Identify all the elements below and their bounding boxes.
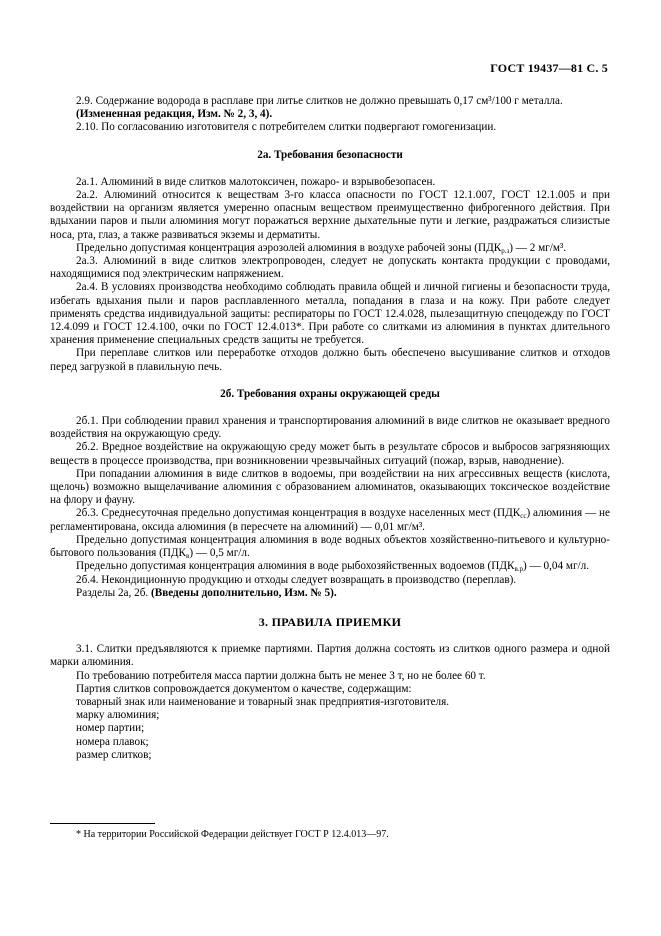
- section-2a-title: 2а. Требования безопасности: [257, 148, 403, 161]
- paragraph-2a-pdk: Предельно допустимая концентрация аэрозолей алюминия в воздухе рабочей зоны $(ПДК_{р.з})$ — 2 мг/м³.: [76, 241, 567, 255]
- paragraph-3-1: 3.1. Слитки предъявляются к приемке партиями. Партия должна состоять из слитков одного размера и одной марки алюминия.: [50, 643, 610, 669]
- paragraph-2-10: 2.10. По согласованию изготовителя с потребителем слитки подвергают гомогенизации.: [76, 121, 497, 134]
- paragraph-2b-4: 2б.4. Некондиционную продукцию и отходы следует возвращать в производство (переплав).: [76, 573, 517, 586]
- section-3-title: 3. ПРАВИЛА ПРИЕМКИ: [258, 614, 402, 629]
- footnote: * На территории Российской Федерации действует ГОСТ Р 12.4.013—97.: [76, 829, 389, 840]
- paragraph-2a-remelt: При переплаве слитков или переработке отходов должно быть обеспечено высушивание слитков и отходов перед загрузкой в плавильную печь.: [50, 347, 610, 373]
- footnote-divider: [50, 823, 155, 824]
- page-header: ГОСТ 19437—81 С. 5: [490, 61, 608, 75]
- list-item: размер слитков;: [76, 748, 152, 761]
- paragraph-2b-water: При попадании алюминия в виде слитков в водоемы, при воздействии на них агрессивных веществ (кислота, щелочь) возможно выщелачивание алюминия с образованием алюминатов, оказывающих токсическое воздействие на флору и фауну.: [50, 467, 610, 507]
- paragraph-3-mass: По требованию потребителя масса партии должна быть не менее 3 т, но не более 60 т.: [76, 669, 486, 682]
- quality-document-list: [50, 696, 610, 762]
- paragraph-3-document: Партия слитков сопровождается документом о качестве, содержащим:: [76, 682, 412, 695]
- paragraph-2b-2: 2б.2. Вредное воздействие на окружающую среду может быть в результате сбросов и выбросов загрязняющих веществ в процессе производства, при возникновении чрезвычайных ситуаций (пожар, взрыв, наводнение).: [50, 441, 610, 467]
- paragraph-2b-fishery: Предельно допустимая концентрация алюминия в воде рыбохозяйственных водоемов $(ПДК_{в.р})$ — 0,04 мг/л.: [76, 560, 590, 574]
- paragraph-2a-1: 2а.1. Алюминий в виде слитков малотоксичен, пожаро- и взрывобезопасен.: [76, 175, 436, 188]
- paragraph-2b-drinking-water: Предельно допустимая концентрация алюминия в воде водных объектов хозяйственно-питьевого и культурно-бытового пользования $(ПДК_в)$ — 0,5 мг/л.: [50, 533, 610, 561]
- section-2b-title: 2б. Требования охраны окружающей среды: [220, 387, 440, 400]
- document-body: [50, 95, 610, 762]
- amendment-note: (Измененная редакция, Изм. № 2, 3, 4).: [76, 108, 273, 121]
- sections-note: Разделы 2а, 2б. (Введены дополнительно, Изм. № 5).: [76, 586, 337, 599]
- paragraph-2a-4: 2а.4. В условиях производства необходимо соблюдать правила общей и личной гигиены и безопасности труда, избегать вдыхания пыли и паров расплавленного металла, попадания в глаза и на кожу. При работе следует применять средства индивидуальной защиты: респираторы по ГОСТ 12.4.028, пылезащитную спецодежду по ГОСТ 12.4.099 и ГОСТ 12.4.100, очки по ГОСТ 12.4.013*. При работе со слитками из алюминия в пунктах длительного хранения применение специальных средств защиты не требуется.: [50, 281, 610, 347]
- list-item: товарный знак или наименование и товарный знак предприятия-изготовителя.: [76, 695, 450, 708]
- paragraph-2a-2: 2а.2. Алюминий относится к веществам 3-го класса опасности по ГОСТ 12.1.007, ГОСТ 12.1.005 и при воздействии на организм является умеренно опасным веществом преимущественно фиброгенного действия. При вдыхании паров и пыли алюминия могут поражаться верхние дыхательные пути и легкие, раздражаться слизистые носа, рта, глаз, а также развиваться экземы и дерматиты.: [50, 189, 610, 241]
- list-item: номера плавок;: [76, 735, 149, 748]
- list-item: номер партии;: [76, 722, 145, 735]
- paragraph-2a-3: 2а.3. Алюминий в виде слитков электропроводен, следует не допускать контакта продукции с проводами, находящимися под электрическим напряжением.: [50, 255, 610, 281]
- paragraph-2b-1: 2б.1. При соблюдении правил хранения и транспортирования алюминий в виде слитков не оказывает вредного воздействия на окружающую среду.: [50, 415, 610, 441]
- list-item: марку алюминия;: [76, 709, 160, 722]
- paragraph-2-9: 2.9. Содержание водорода в расплаве при литье слитков не должно превышать 0,17 см³/100 г металла.: [76, 95, 563, 107]
- paragraph-2b-3: 2б.3. Среднесуточная предельно допустимая концентрация в воздухе населенных мест $(ПДК_{сс})$ алюминия — не регламентирована, оксида алюминия (в пересчете на алюминий) — 0,01 мг/м³.: [50, 507, 610, 533]
